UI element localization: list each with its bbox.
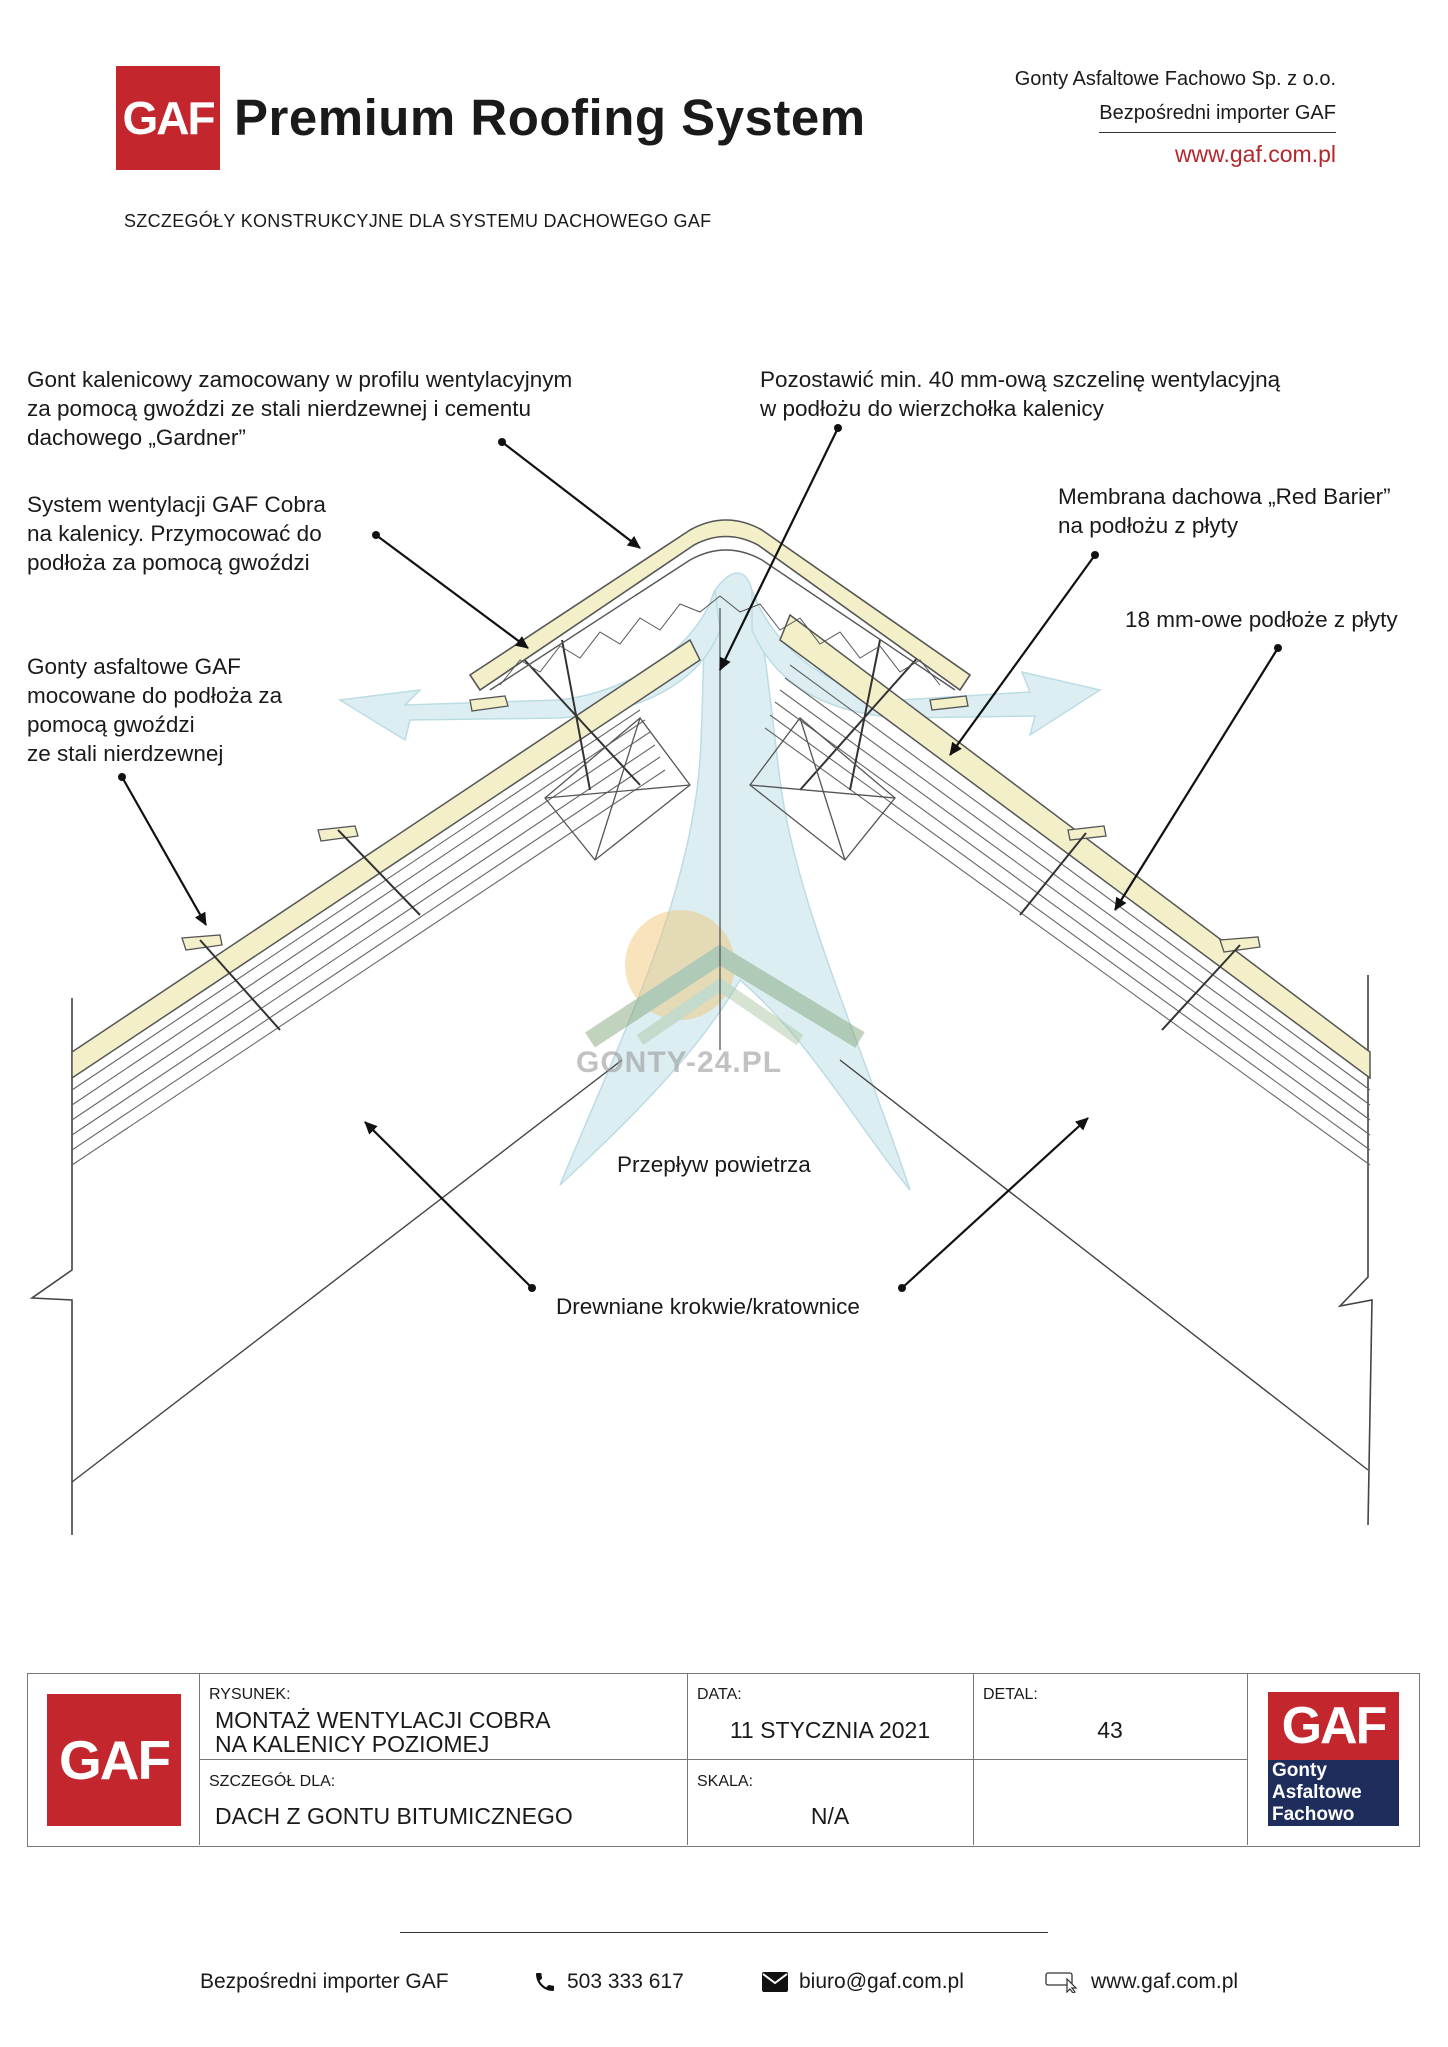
label-vent-gap: Pozostawić min. 40 mm-ową szczelinę wentylacyjną w podłożu do wierzchołka kalenicy (760, 367, 1281, 421)
rafters (72, 1060, 1368, 1482)
title-block (27, 1673, 1420, 1847)
website-link[interactable]: www.gaf.com.pl (1174, 141, 1336, 167)
title-block-logo (47, 1694, 181, 1826)
scale-cell (687, 1759, 974, 1845)
detail-value: 43 (1097, 1717, 1123, 1743)
footer-phone[interactable] (533, 1970, 684, 1994)
phone-icon (533, 1970, 557, 1994)
label-ridge-shingle: Gont kalenicowy zamocowany w profilu wentylacyjnym za pomocą gwoździ ze stali nierdzewnej i cementu dachowego „Gardner” (27, 367, 573, 450)
label-airflow: Przepływ powietrza (617, 1152, 811, 1177)
footer-importer (200, 1970, 449, 1994)
scale-label: SKALA: (697, 1773, 754, 1790)
envelope-icon (761, 1971, 789, 1993)
detail-cell (973, 1674, 1248, 1760)
date-label: DATA: (697, 1686, 742, 1703)
browser-cursor-icon (1045, 1971, 1081, 1993)
footer-divider (400, 1932, 1048, 1933)
gonty-logo (1268, 1692, 1399, 1826)
detail-label: DETAL: (983, 1686, 1038, 1703)
date-value: 11 STYCZNIA 2021 (729, 1717, 931, 1743)
gaf-logo-text: GAF (122, 92, 214, 144)
label-shingles: Gonty asfaltowe GAF mocowane do podłoża za pomocą gwoździ ze stali nierdzewnej (27, 654, 283, 766)
page-title: Premium Roofing System (234, 89, 866, 146)
gonty-logo-line3: Fachowo (1272, 1804, 1355, 1825)
page-subtitle: SZCZEGÓŁY KONSTRUKCYJNE DLA SYSTEMU DACHOWEGO GAF (124, 211, 712, 231)
detail-for-label: SZCZEGÓŁ DLA: (209, 1773, 336, 1790)
footer-phone-text: 503 333 617 (567, 1970, 684, 1993)
gonty-logo-top (1268, 1692, 1399, 1760)
gonty-logo-bottom (1268, 1760, 1399, 1826)
footer-importer-text: Bezpośredni importer GAF (200, 1970, 449, 1993)
drawing-value-line2: NA KALENICY POZIOMEJ (215, 1731, 490, 1757)
empty-cell (973, 1759, 1248, 1845)
title-block-logo-cell (28, 1674, 200, 1845)
detail-for-cell (199, 1759, 688, 1845)
importer-text: Bezpośredni importer GAF (1099, 96, 1336, 133)
drawing-cell (199, 1674, 688, 1760)
scale-value: N/A (810, 1803, 850, 1829)
label-cobra-system: System wentylacji GAF Cobra na kalenicy. Przymocować do podłoża za pomocą gwoździ (27, 492, 326, 575)
detail-for-value: DACH Z GONTU BITUMICZNEGO (215, 1803, 573, 1829)
gonty-logo-gaf-text: GAF (1281, 1697, 1386, 1755)
date-cell (687, 1674, 974, 1760)
drawing-label: RYSUNEK: (209, 1686, 291, 1703)
gonty-logo-line2: Asfaltowe (1272, 1782, 1362, 1803)
label-membrane: Membrana dachowa „Red Barier” na podłożu z płyty (1058, 484, 1391, 538)
drawing-value-line1: MONTAŻ WENTYLACJI COBRA (215, 1707, 551, 1733)
watermark-text: GONTY-24.PL (576, 1046, 783, 1079)
footer-website-text: www.gaf.com.pl (1091, 1970, 1239, 1993)
footer-website[interactable] (1045, 1970, 1238, 1994)
footer-email[interactable] (761, 1970, 964, 1994)
label-decking: 18 mm-owe podłoże z płyty (1125, 607, 1398, 632)
company-name: Gonty Asfaltowe Fachowo Sp. z o.o. (1014, 68, 1336, 90)
gonty-logo-line1: Gonty (1272, 1760, 1327, 1781)
label-rafters: Drewniane krokwie/kratownice (556, 1294, 860, 1319)
footer-email-text: biuro@gaf.com.pl (799, 1970, 964, 1993)
title-block-logo-text: GAF (58, 1729, 170, 1791)
